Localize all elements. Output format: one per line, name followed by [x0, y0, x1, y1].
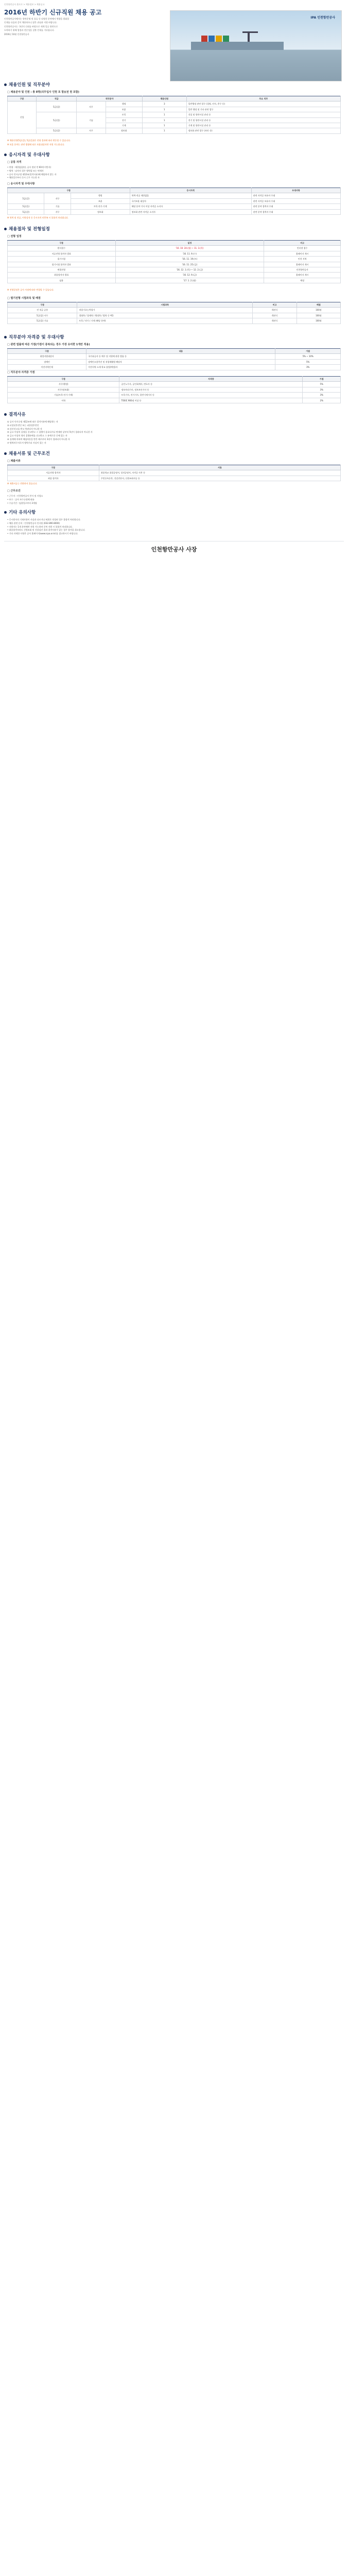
logo: IPA 인천항만공사 — [310, 16, 335, 20]
table-row — [8, 382, 341, 387]
table-row — [8, 112, 341, 117]
cell: 국가보훈 대상자 — [130, 198, 251, 204]
cell: 인터넷 접수 — [264, 246, 341, 251]
intro-text — [4, 18, 143, 37]
cell: 토목·전기·기계 — [71, 204, 130, 209]
bullet-icon — [4, 413, 7, 416]
cell: 보훈 — [106, 107, 142, 112]
cell: 기계 — [106, 123, 142, 128]
cell: 행정 — [71, 193, 130, 198]
cell: 5% — [303, 382, 341, 387]
list-item: • 최종합격자라도 신원조회 및 건강검진 결과 결격사유가 있는 경우 합격을 취소합니다. — [7, 529, 85, 532]
cell: 인천 지역 — [264, 257, 341, 262]
page-title: 2016년 하반기 신규직원 채용 공고 — [4, 9, 102, 16]
section-title-text: 결격사유 — [9, 412, 26, 417]
th: 서류 — [99, 465, 340, 470]
common-qualification-list — [7, 166, 341, 180]
table-row — [8, 308, 341, 313]
cell: TOEIC 900점 이상 등 — [119, 398, 303, 403]
cell: 1 — [142, 128, 186, 133]
subsection-title: □ 근무조건 — [7, 489, 21, 493]
section-title-bonus — [4, 335, 64, 341]
cell: 3% — [275, 365, 341, 370]
cell: 임용 — [8, 278, 116, 283]
cell: 공인노무사, 공인회계사, 변호사 등 — [119, 382, 303, 387]
cell: 해당 분야 기사 이상 자격증 소지자 — [130, 204, 251, 209]
cell: '16. 12. 9.(금) — [115, 273, 264, 278]
list-item: • 연령 : 제한없음(단, 공사 정년 만 60세 미만자) — [7, 166, 51, 168]
cell: 필기시험 합격자 발표 — [8, 262, 116, 267]
cell: 사무 — [44, 193, 71, 204]
th: 자격증 — [119, 377, 303, 382]
cell: 홈페이지 게시 — [264, 262, 341, 267]
bullet-icon — [4, 228, 7, 230]
cell: 정보처리기사, 정보보안기사 등 — [119, 387, 303, 392]
signature: 인천항만공사 사장 — [151, 546, 197, 553]
th: 구분 — [8, 96, 37, 101]
subsection-title: □ 제출서류 — [7, 460, 21, 463]
list-item: • 보수 : 공사 보수규정에 따름 — [7, 498, 34, 501]
table-row — [8, 204, 341, 209]
cell: 3 — [142, 101, 186, 107]
th: 주요 직무 — [186, 96, 340, 101]
cell: 5% — [275, 359, 341, 364]
subsection-title: □ 직무분야 자격증 가점 — [7, 371, 35, 374]
cell: 예정 — [264, 278, 341, 283]
cell: 관련 자격증 보유자 우대 — [251, 193, 340, 198]
cell: 사무 — [44, 209, 71, 214]
table-row — [8, 257, 341, 262]
section-title-text: 채용서류 및 근무조건 — [9, 451, 50, 456]
cell: 기술(토목·전기·기계) — [8, 393, 119, 398]
section-title-notice — [4, 510, 36, 516]
th: 구분 — [8, 349, 86, 354]
th: 구분 — [8, 188, 130, 193]
cell: 5급(갑) — [8, 193, 44, 204]
th: 직무분야 — [77, 96, 142, 101]
cell: 장애인 — [8, 359, 86, 364]
th: 비고 — [264, 241, 341, 246]
notice-list — [7, 518, 341, 536]
list-item: • 수습기간 : 임용일로부터 3개월 — [7, 501, 37, 504]
note: ※ 보훈 분야는 관련 법령에 따른 보훈대상자만 지원 가능합니다. — [7, 143, 65, 146]
qualification-table — [7, 188, 341, 215]
cell: 국가유공자 등 예우 및 지원에 관한 법률 등 — [86, 354, 275, 359]
cell: 객관식 — [253, 313, 297, 318]
cell: 5% ~ 10% — [275, 354, 341, 359]
table-row — [8, 359, 341, 364]
intro-line: 인재를 다음과 같이 채용하오니 많은 관심과 지원 바랍니다. — [4, 21, 57, 24]
port-illustration — [191, 31, 284, 50]
section-title-recruitment — [4, 82, 50, 88]
section-title-process — [4, 227, 50, 232]
work-conditions-list — [7, 495, 341, 505]
list-item: • 응시원서의 기재사항이 사실과 다르거나 허위로 작성된 경우 불합격 처리합니다. — [7, 518, 81, 521]
cell: 5급(갑) 사무 — [8, 313, 77, 318]
bullet-icon — [4, 83, 7, 86]
table-row — [8, 365, 341, 370]
hero-image — [170, 10, 342, 81]
cell: 홈페이지 게시 — [264, 251, 341, 256]
table-row — [8, 393, 341, 398]
cell: 사무 — [77, 101, 106, 112]
cell: 이전지역인재 — [8, 365, 86, 370]
table-row — [8, 398, 341, 403]
section-title-text: 채용절차 및 전형일정 — [9, 227, 50, 232]
list-item: ④ 금고 이상의 실형을 선고받고 그 집행이 종료되거나 면제된 날부터 5년이 경과되지 아니한 자 — [7, 431, 93, 434]
cell: 필기시험 — [8, 257, 116, 262]
bullet-icon — [4, 336, 7, 338]
cell: 5급(을) 기술 — [8, 318, 77, 324]
cell: 면접전형 — [8, 267, 116, 272]
cell: 사무(행정) — [8, 382, 119, 387]
cell: 이전지역 소재 학교 졸업(예정)자 — [86, 365, 275, 370]
list-item: ① 공사 인사규정 제12조에 따른 결격사유에 해당하는 자 — [7, 420, 58, 423]
section-title-text: 직무분야 자격증 및 우대사항 — [9, 335, 64, 340]
note: ※ 학력 및 전공, 어학성적 등 응시자격 미충족 시 불합격 처리됩니다. — [7, 216, 69, 219]
table-row — [8, 354, 341, 359]
cell: 일반행정 관련 업무 (경영, 인사, 총무 등) — [186, 101, 340, 107]
note: ※ 전형일정은 공사 사정에 따라 변경될 수 있습니다. — [7, 289, 54, 291]
table-row — [8, 262, 341, 267]
cell: 토목기사, 전기기사, 일반기계기사 등 — [119, 393, 303, 398]
note: ※ 채용인원(5급(갑), 5급(을))은 전형 결과에 따라 변동될 수 있습니다. — [7, 139, 71, 142]
documents-table — [7, 465, 341, 481]
cell: 주민등록등본, 건강진단서, 신원조회서류 등 — [99, 476, 340, 481]
th: 응시자격 — [130, 188, 251, 193]
list-item: • 근무지 : 인천항만공사 본사 및 사업소 — [7, 495, 43, 497]
cell: 기술 — [44, 204, 71, 209]
cell: 기계 및 항만시설 관리 등 — [186, 123, 340, 128]
table-row — [8, 209, 341, 214]
table-row — [8, 128, 341, 133]
subsection-title: □ 관련 법률에 따른 가점(가점이 중복되는 경우 가장 유리한 1개만 적용) — [7, 343, 90, 346]
cell: 인천항만공사 — [264, 267, 341, 272]
th: 구분 — [8, 241, 116, 246]
hero — [4, 8, 344, 80]
th: 내용 — [86, 349, 275, 354]
bullet-icon — [4, 452, 7, 455]
cell: 3% — [303, 387, 341, 392]
th: 채용인원 — [142, 96, 186, 101]
table-row — [8, 251, 341, 256]
cell: 신입 — [8, 101, 37, 133]
list-item: ③ 파산선고를 받고 복권되지 아니한 자 — [7, 427, 42, 430]
section-title-qualification — [4, 152, 50, 158]
section-title-documents — [4, 451, 50, 457]
cell: 장애인고용촉진 및 직업재활법 해당자 — [86, 359, 275, 364]
cell: 정보화 관련 자격증 소지자 — [130, 209, 251, 214]
th: 시험과목 — [77, 302, 253, 308]
cell: 사무(정보화) — [8, 387, 119, 392]
cell: 정보화 관련 업무 (보안 등) — [186, 128, 340, 133]
cell: 1 — [142, 117, 186, 123]
th: 구분 — [8, 465, 99, 470]
table-row — [8, 313, 341, 318]
cell: '16. 11. 9.(수) — [115, 251, 264, 256]
cell: 정보화 — [71, 209, 130, 214]
cell: '16. 11. 19.(토) — [115, 257, 264, 262]
list-item: • 채용일로부터 즉시 근무 가능한 자 — [7, 176, 40, 179]
cert-bonus-table — [7, 376, 341, 403]
cell: 홈페이지 게시 — [264, 273, 341, 278]
th: 가점 — [303, 377, 341, 382]
intro-line: 2016년 10월 인천항만공사 — [4, 32, 29, 36]
cell: 전기 및 항만시설 관리 등 — [186, 117, 340, 123]
table-row — [8, 470, 341, 476]
subsection-title: □ 공통 자격 — [7, 161, 22, 164]
cell: 어학 — [8, 398, 119, 403]
cell: 1 — [142, 112, 186, 117]
disqualification-list — [7, 420, 341, 445]
cell: 취업지원대상자 — [8, 354, 86, 359]
subsection-title: □ 필기전형 시험과목 및 배점 — [7, 297, 41, 300]
intro-line: 도약하기 위해 열정과 전문성을 갖춘 인재를 기다립니다. — [4, 29, 55, 32]
list-item: ② 피성년후견인 또는 피한정후견인 — [7, 423, 39, 427]
section-title-text: 기타 유의사항 — [9, 510, 36, 515]
cell: '17. 1. 2.(월) — [115, 278, 264, 283]
cell: 일반 행정 및 기타 관련 업무 — [186, 107, 340, 112]
cell: 학력·전공 제한없음 — [130, 193, 251, 198]
cell: 정보화 — [106, 128, 142, 133]
cell: 전기 — [106, 117, 142, 123]
cell: 객관식 — [253, 318, 297, 324]
list-item: • 공사 인사규정 제12조(결격사유)에 해당하지 않는 자 — [7, 173, 57, 176]
list-item: • 채용 관련 문의 : 인천항만공사 인사팀 (032-890-8000) — [7, 521, 60, 524]
subsection-title: □ 전형 일정 — [7, 235, 22, 238]
table-row — [8, 101, 341, 107]
cell: 토목 / 전기 / 기계 (해당 분야) — [77, 318, 253, 324]
schedule-table — [7, 240, 341, 283]
cell: 3% — [303, 393, 341, 398]
cell: 2% — [303, 398, 341, 403]
cell: 전 직급 공통 — [8, 308, 77, 313]
intro-line: 인천항만공사에서는 항만운영 및 물류 등 다양한 분야에서 역량을 발휘할 — [4, 18, 69, 20]
bullet-icon — [4, 511, 7, 514]
cell: 서류전형 합격자 발표 — [8, 251, 116, 256]
th: 우대사항 — [251, 188, 340, 193]
cell: 최종학교 졸업증명서, 성적증명서, 자격증 사본 등 — [99, 470, 340, 476]
cell: 최종합격자 발표 — [8, 273, 116, 278]
cell: 보훈 — [71, 198, 130, 204]
th: 비고 — [253, 302, 297, 308]
cell: 최종 합격자 — [8, 476, 99, 481]
cell: 사무 — [77, 128, 106, 133]
cell: 100점 — [297, 308, 340, 313]
list-item: • 병역 : 남자의 경우 병역필 또는 면제자 — [7, 169, 44, 172]
exam-table — [7, 302, 341, 324]
cell: 경영학 / 경제학 / 행정학 / 법학 중 택1 — [77, 313, 253, 318]
subsection-title: □ 응시자격 및 우대사항 — [7, 182, 35, 185]
table-row — [8, 273, 341, 278]
note: ※ 제출서류는 반환하지 않습니다. — [7, 482, 38, 485]
cell: 관련 자격증 보유자 우대 — [251, 198, 340, 204]
breadcrumb[interactable]: 인천항만공사 홈으로 > 채용정보 > 채용공고 — [4, 3, 45, 6]
cell: 1 — [142, 123, 186, 128]
list-item: • 지원자는 1개 분야에만 지원 가능하며 중복 지원 시 불합격 처리합니다. — [7, 525, 73, 528]
section-title-text: 응시자격 및 우대사항 — [9, 152, 50, 158]
cell: '16. 11. 25.(금) — [115, 262, 264, 267]
th: 직급 — [37, 96, 77, 101]
cell: 직업기초능력평가 — [77, 308, 253, 313]
recruitment-table — [7, 96, 341, 134]
subsection-title: □ 채용분야 및 인원 : 총 8명(의무입사 인원 포 함)(전 원 포함) — [7, 91, 79, 94]
cell: 원서접수 — [8, 246, 116, 251]
list-item: ⑤ 금고 이상의 형의 집행유예를 선고받고 그 유예기간 중에 있는 자 — [7, 434, 67, 437]
cell: 100점 — [297, 313, 340, 318]
cell: '16. 12. 1.(목) ~ 12. 2.(금) — [115, 267, 264, 272]
cell: 토목 — [106, 112, 142, 117]
cell: 건설 및 항만시설 관리 등 — [186, 112, 340, 117]
table-row — [8, 318, 341, 324]
cell: 기술 — [77, 112, 106, 128]
cell: 5급(을) — [8, 204, 44, 209]
list-item: • 기타 자세한 사항은 공사 홈페이지(www.icpa.or.kr)를 참고하시기 바랍니다. — [7, 532, 78, 535]
table-row — [8, 267, 341, 272]
cell: 관련 분야 경력자 우대 — [251, 209, 340, 214]
cell: 5급(갑) — [37, 128, 77, 133]
table-row — [8, 246, 341, 251]
section-title-disqualification — [4, 412, 26, 418]
cell: 5급(을) — [37, 112, 77, 128]
table-row — [8, 387, 341, 392]
cell: 5급(갑) — [8, 209, 44, 214]
cell: 객관식 — [253, 308, 297, 313]
th: 가점 — [275, 349, 341, 354]
th: 구분 — [8, 377, 119, 382]
table-row — [8, 193, 341, 198]
legal-bonus-table — [7, 348, 341, 370]
bullet-icon — [4, 154, 7, 156]
th: 일정 — [115, 241, 264, 246]
cell: '16. 10. 24.(월) ~ 11. 3.(목) — [115, 246, 264, 251]
intro-line: 인천항만공사는 국민의 신뢰를 바탕으로 세계 일류 항만으로 — [4, 25, 58, 28]
section-title-text: 채용인원 및 직무분야 — [9, 82, 50, 88]
table-row — [8, 476, 341, 481]
cell: 100점 — [297, 318, 340, 324]
cell: 1 — [142, 107, 186, 112]
table-row — [8, 278, 341, 283]
cell: 5급(갑) — [37, 101, 77, 112]
th: 배점 — [297, 302, 340, 308]
cell: 서류전형 합격자 — [8, 470, 99, 476]
cell: 관련 분야 경력자 우대 — [251, 204, 340, 209]
th: 구분 — [8, 302, 77, 308]
list-item: ⑦ 병역의무자로서 병역기피 사실이 있는 자 — [7, 441, 46, 444]
list-item: ⑥ 징계에 의하여 해임처분을 받은 때로부터 3년이 경과되지 아니한 자 — [7, 437, 70, 440]
cell: 행정 — [106, 101, 142, 107]
